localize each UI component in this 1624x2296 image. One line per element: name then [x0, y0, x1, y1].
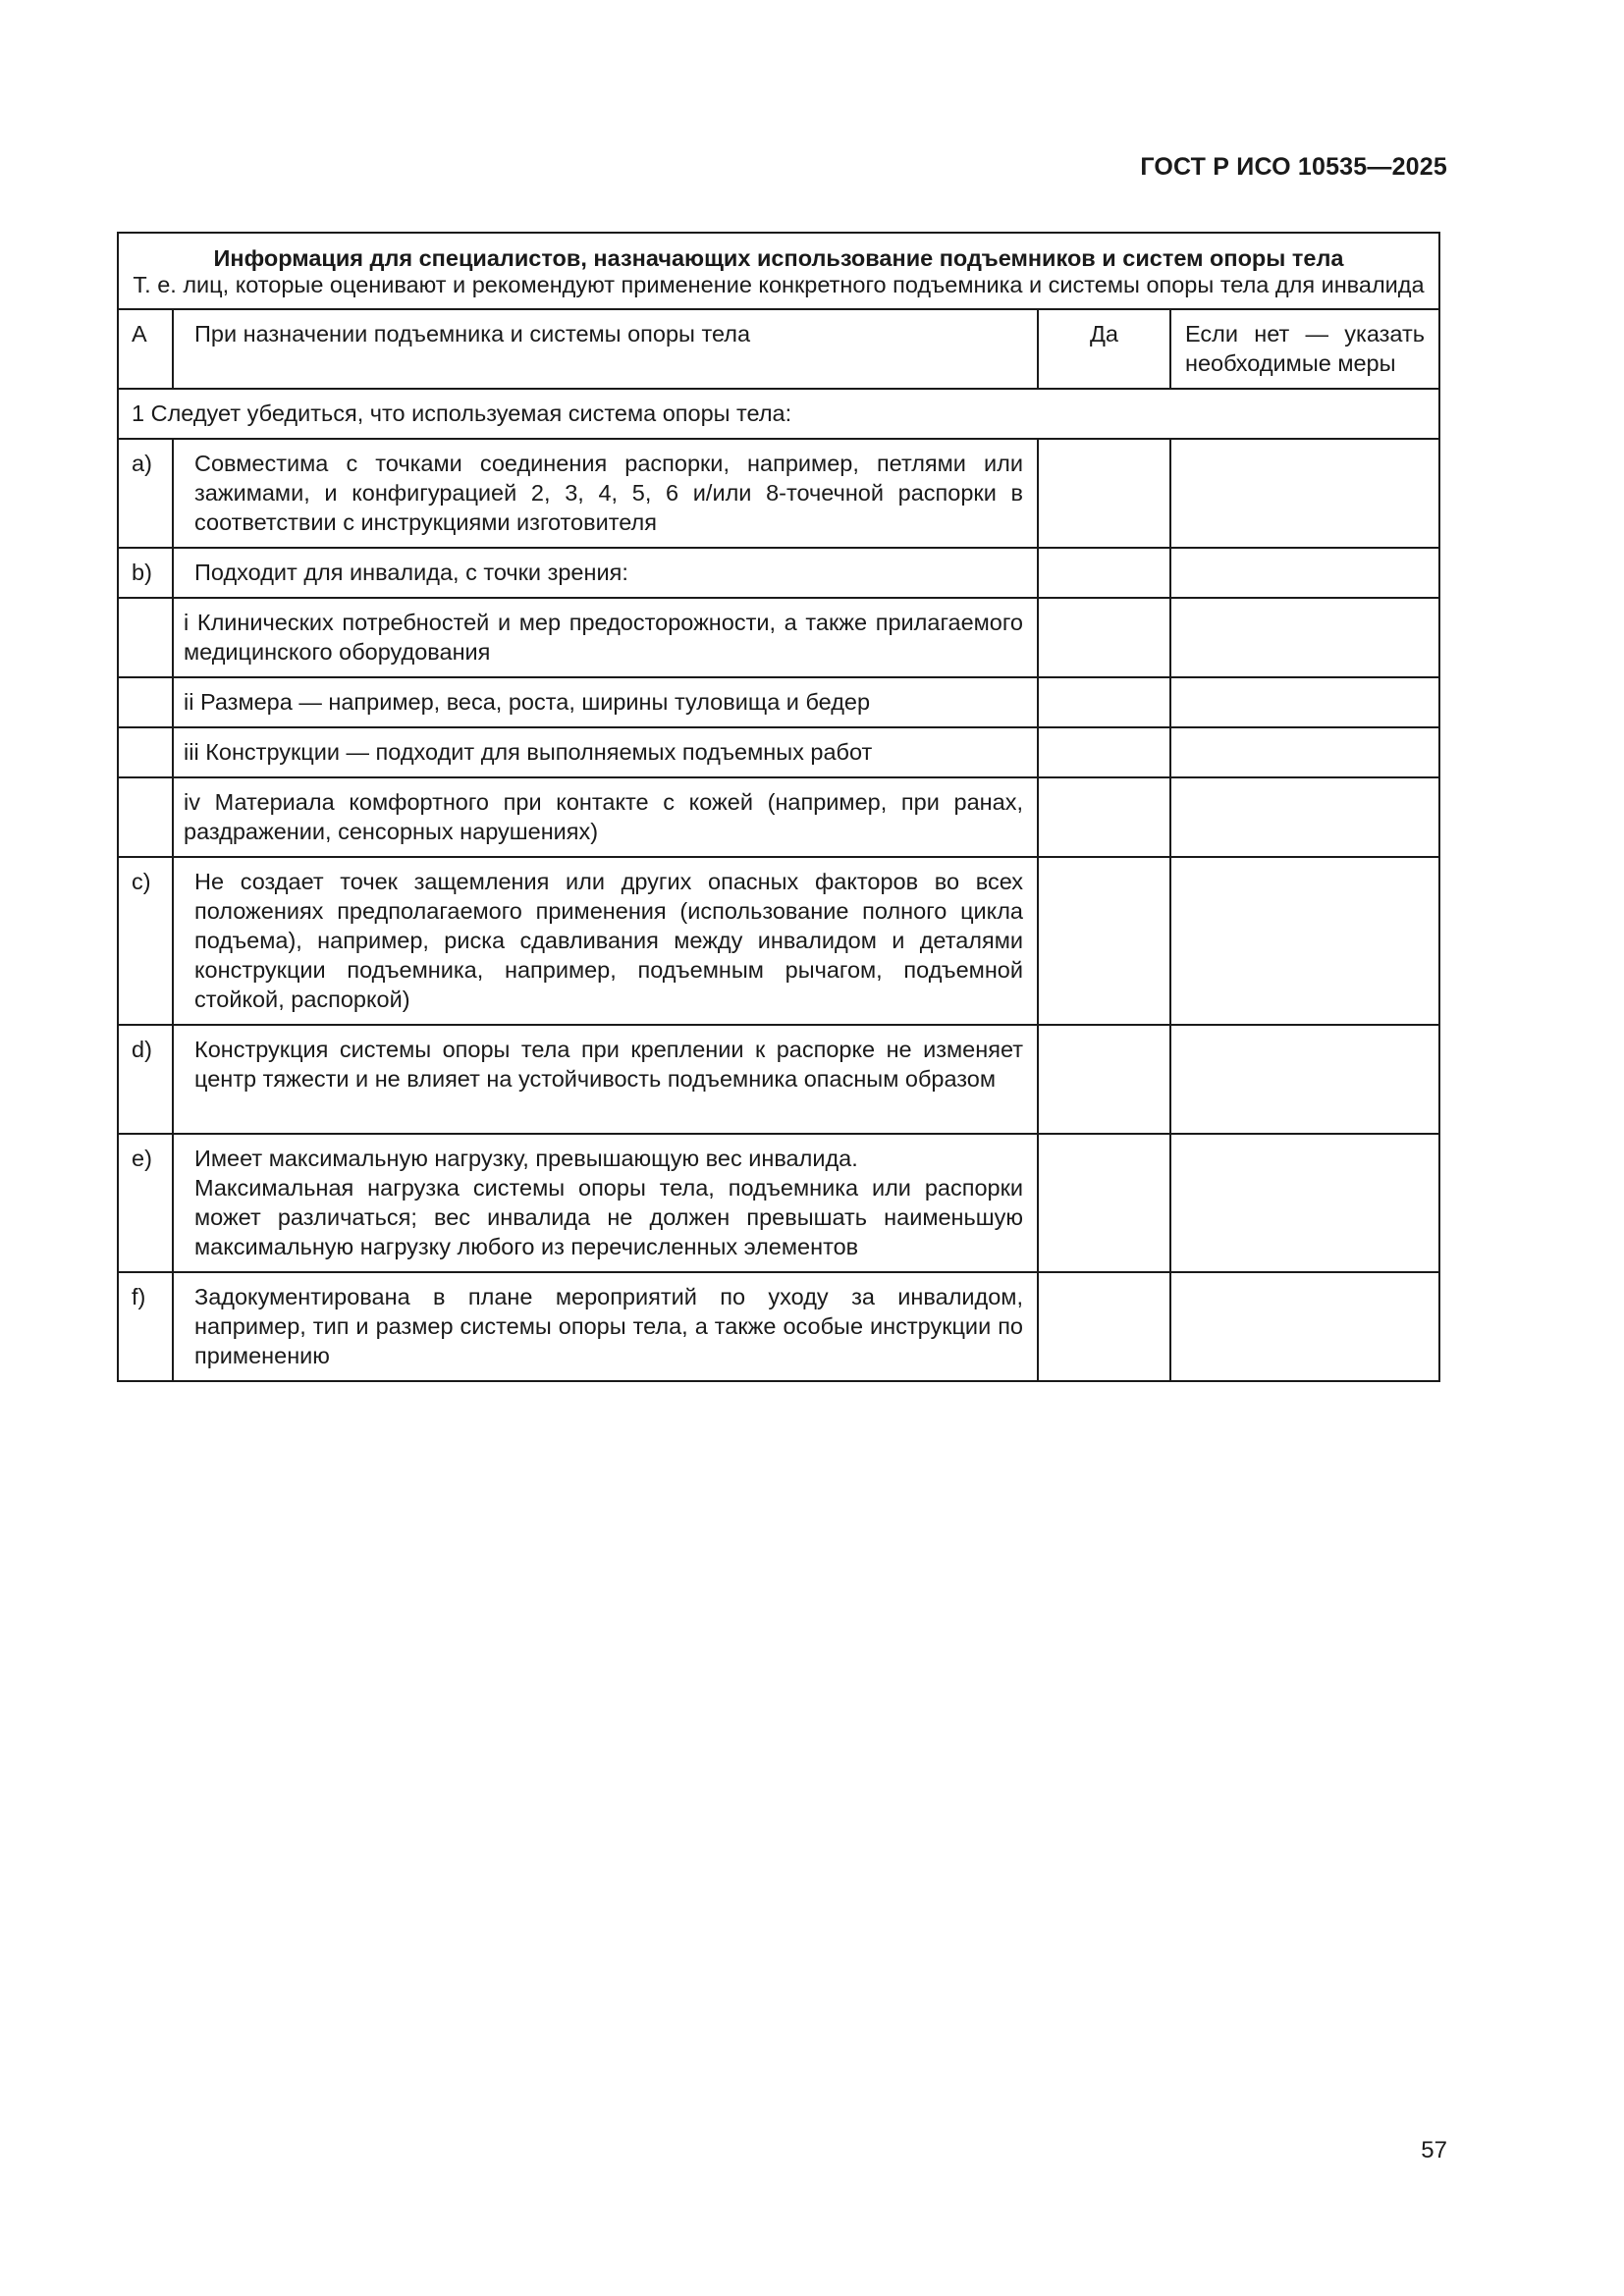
- page-number: 57: [1421, 2137, 1447, 2163]
- section-1-text: 1 Следует убедиться, что используемая система опоры тела:: [118, 389, 1439, 439]
- measures-cell[interactable]: [1170, 548, 1439, 598]
- header-text: При назначении подъемника и системы опоры тела: [173, 309, 1038, 389]
- yes-cell[interactable]: [1038, 677, 1170, 727]
- table-row: [118, 548, 1439, 598]
- table-row: [118, 777, 1439, 857]
- row-letter: [118, 727, 173, 777]
- row-text: Совместима с точками соединения распорки, например, петлями или зажимами, и конфигурацией 2, 3, 4, 5, 6 и/или 8-точечной распорки в соответствии с инструкциями изготовителя: [173, 439, 1038, 548]
- yes-cell[interactable]: [1038, 439, 1170, 548]
- yes-cell[interactable]: [1038, 598, 1170, 677]
- yes-cell[interactable]: [1038, 727, 1170, 777]
- yes-cell[interactable]: [1038, 1272, 1170, 1381]
- measures-cell[interactable]: [1170, 777, 1439, 857]
- table-title-cell: [118, 233, 1439, 309]
- row-text-line: Имеет максимальную нагрузку, превышающую вес инвалида.: [194, 1146, 858, 1171]
- header-letter: A: [118, 309, 173, 389]
- yes-cell[interactable]: [1038, 548, 1170, 598]
- table-row: [118, 727, 1439, 777]
- row-letter: b): [118, 548, 173, 598]
- table-row: [118, 677, 1439, 727]
- row-text: i Клинических потребностей и мер предосторожности, а также прилагаемого медицинского оборудования: [173, 598, 1038, 677]
- measures-cell[interactable]: [1170, 598, 1439, 677]
- row-letter: c): [118, 857, 173, 1025]
- row-letter: f): [118, 1272, 173, 1381]
- yes-cell[interactable]: [1038, 1134, 1170, 1272]
- measures-cell[interactable]: [1170, 439, 1439, 548]
- header-yes: Да: [1038, 309, 1170, 389]
- section-row: [118, 389, 1439, 439]
- row-letter: [118, 598, 173, 677]
- row-text: Подходит для инвалида, с точки зрения:: [173, 548, 1038, 598]
- header-no: Если нет — указать необходимые меры: [1170, 309, 1439, 389]
- row-letter: e): [118, 1134, 173, 1272]
- row-text: iii Конструкции — подходит для выполняемых подъемных работ: [173, 727, 1038, 777]
- table-row: [118, 598, 1439, 677]
- measures-cell[interactable]: [1170, 1025, 1439, 1134]
- table-row: [118, 857, 1439, 1025]
- row-text: Не создает точек защемления или других опасных факторов во всех положениях предполагаемого применения (использование полного цикла подъема), например, риска сдавливания между инвалидом и деталями конструкции подъемника, например, подъемным рычагом, подъемной стойкой, распоркой): [173, 857, 1038, 1025]
- table-row: [118, 1025, 1439, 1134]
- measures-cell[interactable]: [1170, 857, 1439, 1025]
- row-letter: a): [118, 439, 173, 548]
- row-text: [173, 1134, 1038, 1272]
- yes-cell[interactable]: [1038, 857, 1170, 1025]
- table-title: Информация для специалистов, назначающих использование подъемников и систем опоры тела: [213, 245, 1344, 271]
- row-text: ii Размера — например, веса, роста, ширины туловища и бедер: [173, 677, 1038, 727]
- yes-cell[interactable]: [1038, 777, 1170, 857]
- document-code: ГОСТ Р ИСО 10535—2025: [1140, 153, 1447, 181]
- measures-cell[interactable]: [1170, 677, 1439, 727]
- measures-cell[interactable]: [1170, 1134, 1439, 1272]
- measures-cell[interactable]: [1170, 1272, 1439, 1381]
- table-row: [118, 439, 1439, 548]
- row-letter: [118, 677, 173, 727]
- measures-cell[interactable]: [1170, 727, 1439, 777]
- table-row: [118, 1134, 1439, 1272]
- row-text: Задокументирована в плане мероприятий по уходу за инвалидом, например, тип и размер системы опоры тела, а также особые инструкции по применению: [173, 1272, 1038, 1381]
- yes-cell[interactable]: [1038, 1025, 1170, 1134]
- row-text: iv Материала комфортного при контакте с кожей (например, при ранах, раздражении, сенсорных нарушениях): [173, 777, 1038, 857]
- table-header-row: [118, 309, 1439, 389]
- row-letter: d): [118, 1025, 173, 1134]
- table-title-row: [118, 233, 1439, 309]
- table-subtitle: Т. е. лиц, которые оценивают и рекомендуют применение конкретного подъемника и системы опоры тела для инвалида: [133, 272, 1425, 297]
- row-text: Конструкция системы опоры тела при креплении к распорке не изменяет центр тяжести и не влияет на устойчивость подъемника опасным образом: [173, 1025, 1038, 1134]
- checklist-table: [117, 232, 1440, 1382]
- row-text-line: Максимальная нагрузка системы опоры тела, подъемника или распорки может различаться; вес инвалида не должен превышать наименьшую максимальную нагрузку любого из перечисленных элементов: [194, 1175, 1023, 1259]
- row-letter: [118, 777, 173, 857]
- table-row: [118, 1272, 1439, 1381]
